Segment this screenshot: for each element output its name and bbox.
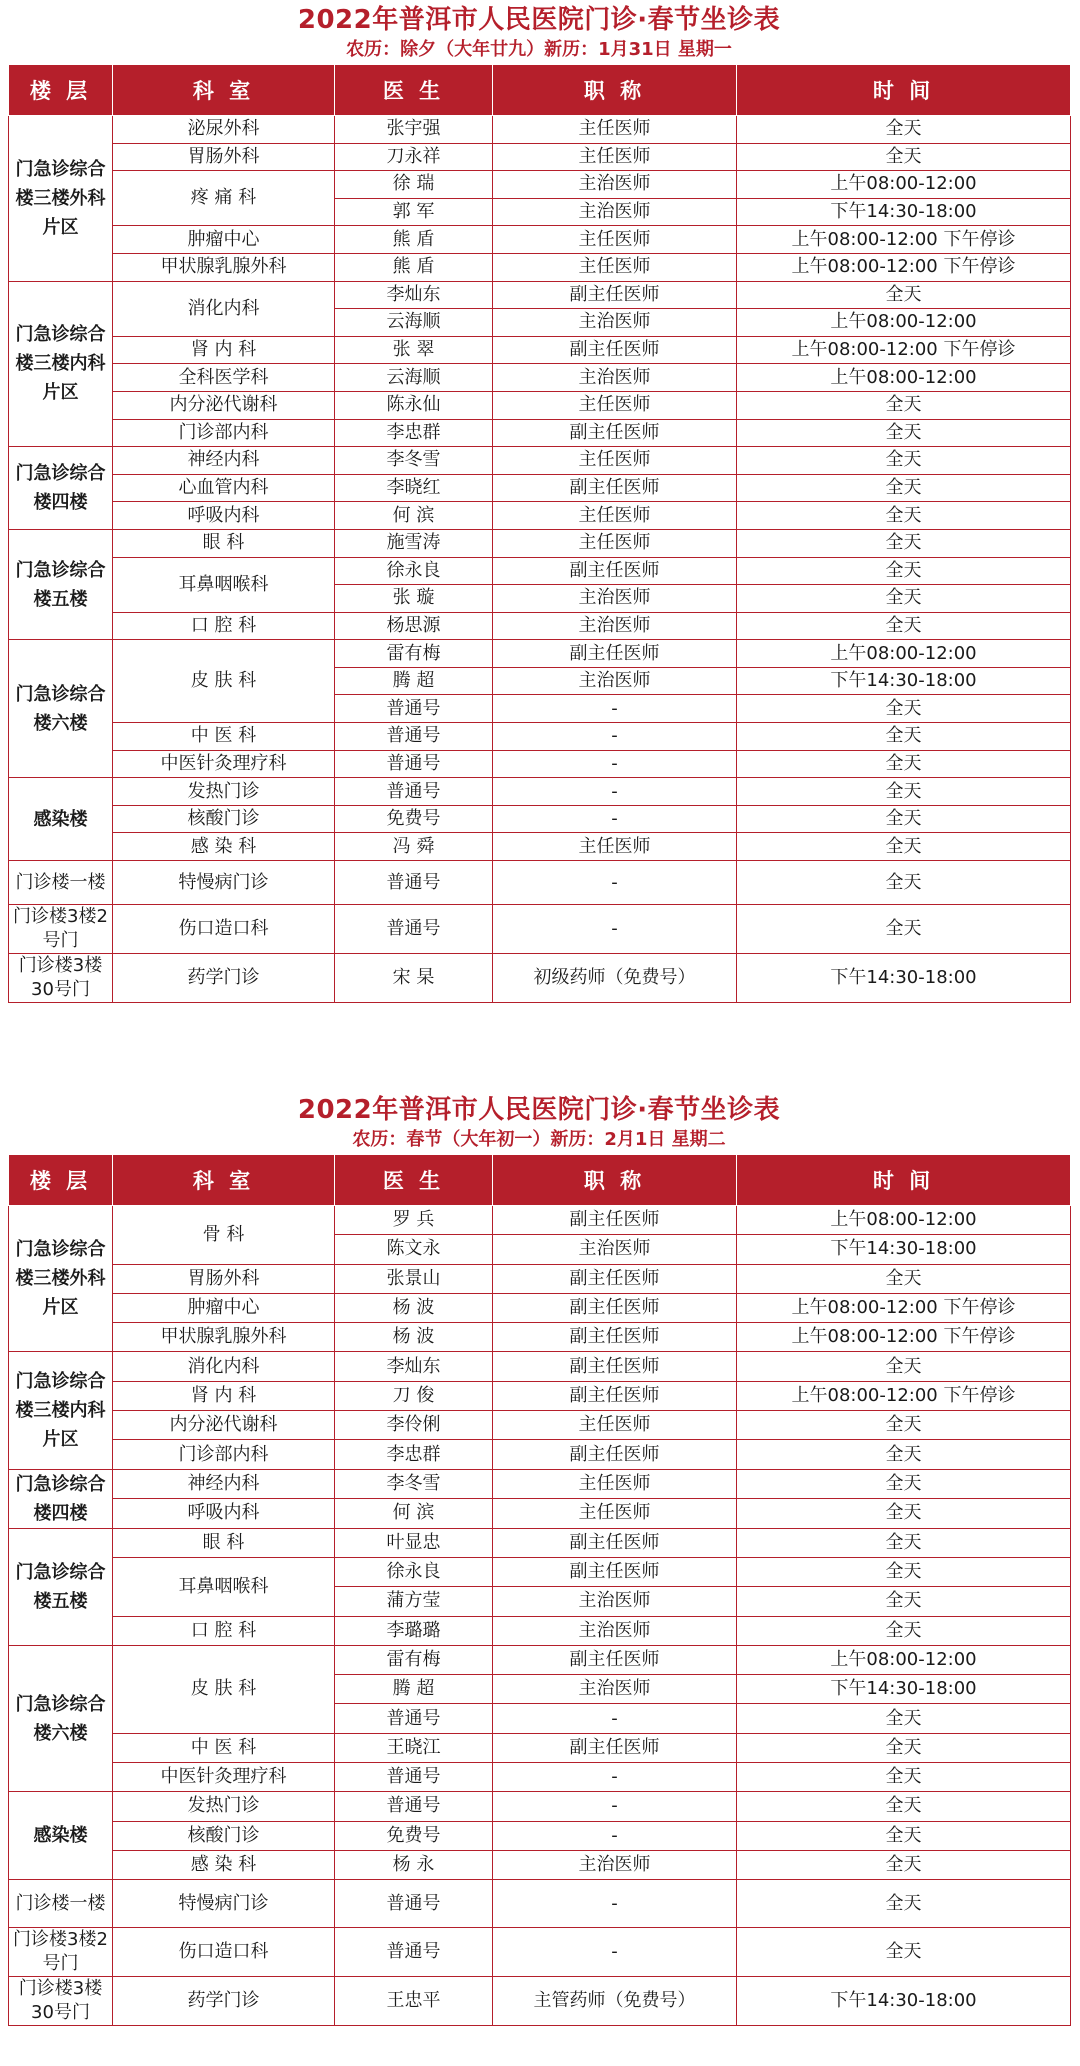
title-cell: 副主任医师: [493, 419, 737, 447]
time-cell: 全天: [737, 1411, 1071, 1440]
doctor-cell: 徐永良: [335, 557, 493, 585]
doctor-cell: 普通号: [335, 905, 493, 954]
table-row: [9, 1792, 1071, 1821]
time-cell: 全天: [737, 1440, 1071, 1469]
department-cell: 中医针灸理疗科: [113, 750, 335, 778]
doctor-cell: 杨 永: [335, 1850, 493, 1879]
floor-cell: 感染楼: [9, 1792, 113, 1880]
title-cell: 主治医师: [493, 1587, 737, 1616]
department-cell: 肾 内 科: [113, 336, 335, 364]
title-cell: -: [493, 1792, 737, 1821]
department-cell: 甲状腺乳腺外科: [113, 253, 335, 281]
title-cell: 主任医师: [493, 116, 737, 144]
department-cell: 肿瘤中心: [113, 226, 335, 254]
time-cell: 全天: [737, 1469, 1071, 1499]
doctor-cell: 腾 超: [335, 667, 493, 695]
time-cell: 全天: [737, 750, 1071, 778]
title-cell: 主任医师: [493, 391, 737, 419]
department-cell: 呼吸内科: [113, 502, 335, 530]
table-row: [9, 1411, 1071, 1440]
time-cell: 上午08:00-12:00: [737, 1206, 1071, 1235]
time-cell: 全天: [737, 1352, 1071, 1381]
table-row: [9, 1469, 1071, 1499]
title-cell: -: [493, 1704, 737, 1733]
time-cell: 全天: [737, 1499, 1071, 1529]
department-cell: 眼 科: [113, 1528, 335, 1557]
department-cell: 胃肠外科: [113, 1264, 335, 1293]
title-cell: 主治医师: [493, 667, 737, 695]
schedule-subtitle: 农历：除夕（大年廿九）新历：1月31日 星期一: [346, 39, 732, 60]
title-cell: 副主任医师: [493, 1293, 737, 1322]
time-cell: 下午14:30-18:00: [737, 1235, 1071, 1264]
floor-cell: 门诊楼3楼30号门: [9, 954, 113, 1003]
time-cell: 全天: [737, 447, 1071, 475]
time-cell: 全天: [737, 1733, 1071, 1762]
department-cell: 肾 内 科: [113, 1381, 335, 1410]
time-cell: 下午14:30-18:00: [737, 954, 1071, 1003]
title-cell: 主任医师: [493, 502, 737, 530]
time-cell: 上午08:00-12:00: [737, 1645, 1071, 1674]
title-cell: 副主任医师: [493, 1733, 737, 1762]
time-cell: 下午14:30-18:00: [737, 1675, 1071, 1704]
table-row: [9, 1821, 1071, 1850]
title-cell: 副主任医师: [493, 1264, 737, 1293]
department-cell: 口 腔 科: [113, 1616, 335, 1645]
floor-cell: 门急诊综合楼六楼: [9, 1645, 113, 1791]
table-row: [9, 1733, 1071, 1762]
department-cell: 皮 肤 科: [113, 640, 335, 723]
department-cell: 感 染 科: [113, 833, 335, 861]
department-cell: 中医针灸理疗科: [113, 1763, 335, 1792]
time-cell: 全天: [737, 833, 1071, 861]
header-department: 科 室: [113, 1155, 335, 1206]
department-cell: 口 腔 科: [113, 612, 335, 640]
department-cell: 耳鼻咽喉科: [113, 1557, 335, 1616]
table-row: [9, 281, 1071, 309]
department-cell: 感 染 科: [113, 1850, 335, 1879]
time-cell: 全天: [737, 1557, 1071, 1586]
time-cell: 全天: [737, 1704, 1071, 1733]
time-cell: 全天: [737, 1880, 1071, 1928]
time-cell: 全天: [737, 391, 1071, 419]
header-time: 时 间: [737, 65, 1071, 116]
department-cell: 药学门诊: [113, 954, 335, 1003]
floor-cell: 门急诊综合楼四楼: [9, 447, 113, 530]
table-row: [9, 1557, 1071, 1586]
doctor-cell: 徐永良: [335, 1557, 493, 1586]
department-cell: 疼 痛 科: [113, 171, 335, 226]
doctor-cell: 李晓红: [335, 474, 493, 502]
doctor-cell: 普通号: [335, 1792, 493, 1821]
table-row: [9, 750, 1071, 778]
title-cell: 主治医师: [493, 1675, 737, 1704]
table-row: [9, 954, 1071, 1003]
department-cell: 泌尿外科: [113, 116, 335, 144]
table-row: [9, 778, 1071, 806]
time-cell: 全天: [737, 585, 1071, 613]
doctor-cell: 杨 波: [335, 1293, 493, 1322]
time-cell: 全天: [737, 116, 1071, 144]
doctor-cell: 刀 俊: [335, 1381, 493, 1410]
table-row: [9, 1293, 1071, 1322]
doctor-cell: 普通号: [335, 695, 493, 723]
table-row: [9, 391, 1071, 419]
department-cell: 心血管内科: [113, 474, 335, 502]
schedule-table: [8, 1154, 1071, 2026]
department-cell: 内分泌代谢科: [113, 391, 335, 419]
schedule-section-1: [8, 4, 1070, 1003]
doctor-cell: 罗 兵: [335, 1206, 493, 1235]
title-cell: 副主任医师: [493, 1206, 737, 1235]
department-cell: 肿瘤中心: [113, 1293, 335, 1322]
doctor-cell: 杨 波: [335, 1323, 493, 1352]
title-cell: 副主任医师: [493, 557, 737, 585]
time-cell: 上午08:00-12:00: [737, 309, 1071, 337]
header-floor: 楼 层: [9, 65, 113, 116]
doctor-cell: 王忠平: [335, 1976, 493, 2025]
time-cell: 全天: [737, 695, 1071, 723]
doctor-cell: 腾 超: [335, 1675, 493, 1704]
title-cell: 副主任医师: [493, 474, 737, 502]
title-cell: 主任医师: [493, 833, 737, 861]
title-cell: 主治医师: [493, 198, 737, 226]
time-cell: 全天: [737, 1528, 1071, 1557]
table-row: [9, 364, 1071, 392]
floor-cell: 感染楼: [9, 778, 113, 861]
floor-cell: 门诊楼3楼2号门: [9, 905, 113, 954]
header-time: 时 间: [737, 1155, 1071, 1206]
doctor-cell: 刀永祥: [335, 143, 493, 171]
schedule-section-2: [8, 1094, 1070, 2026]
title-cell: 主任医师: [493, 529, 737, 557]
doctor-cell: 施雪涛: [335, 529, 493, 557]
department-cell: 耳鼻咽喉科: [113, 557, 335, 612]
doctor-cell: 徐 瑞: [335, 171, 493, 199]
title-cell: -: [493, 905, 737, 954]
table-row: [9, 1616, 1071, 1645]
time-cell: 全天: [737, 1792, 1071, 1821]
doctor-cell: 普通号: [335, 750, 493, 778]
doctor-cell: 何 滨: [335, 1499, 493, 1529]
title-cell: -: [493, 1763, 737, 1792]
time-cell: 全天: [737, 1264, 1071, 1293]
title-cell: -: [493, 723, 737, 751]
department-cell: 发热门诊: [113, 778, 335, 806]
doctor-cell: 张 翠: [335, 336, 493, 364]
header-doctor: 医 生: [335, 65, 493, 116]
table-row: [9, 805, 1071, 833]
title-cell: 副主任医师: [493, 1352, 737, 1381]
time-cell: 全天: [737, 281, 1071, 309]
doctor-cell: 李忠群: [335, 419, 493, 447]
table-row: [9, 143, 1071, 171]
time-cell: 下午14:30-18:00: [737, 667, 1071, 695]
floor-cell: 门急诊综合楼五楼: [9, 1528, 113, 1645]
header-department: 科 室: [113, 65, 335, 116]
doctor-cell: 张宇强: [335, 116, 493, 144]
department-cell: 核酸门诊: [113, 805, 335, 833]
title-cell: 主治医师: [493, 1850, 737, 1879]
doctor-cell: 陈永仙: [335, 391, 493, 419]
time-cell: 全天: [737, 1616, 1071, 1645]
title-cell: 主治医师: [493, 1235, 737, 1264]
floor-cell: 门急诊综合楼五楼: [9, 529, 113, 639]
time-cell: 上午08:00-12:00: [737, 364, 1071, 392]
time-cell: 全天: [737, 143, 1071, 171]
table-row: [9, 447, 1071, 475]
title-cell: 主治医师: [493, 171, 737, 199]
table-row: [9, 905, 1071, 954]
header-doctor: 医 生: [335, 1155, 493, 1206]
floor-cell: 门急诊综合楼三楼内科片区: [9, 1352, 113, 1469]
doctor-cell: 免费号: [335, 805, 493, 833]
time-cell: 全天: [737, 1587, 1071, 1616]
table-row: [9, 1763, 1071, 1792]
table-row: [9, 419, 1071, 447]
table-row: [9, 1880, 1071, 1928]
title-cell: 副主任医师: [493, 1645, 737, 1674]
table-row: [9, 1927, 1071, 1976]
table-row: [9, 1976, 1071, 2025]
table-row: [9, 1850, 1071, 1879]
floor-cell: 门急诊综合楼三楼外科片区: [9, 1206, 113, 1352]
doctor-cell: 云海顺: [335, 364, 493, 392]
doctor-cell: 李冬雪: [335, 447, 493, 475]
time-cell: 下午14:30-18:00: [737, 198, 1071, 226]
department-cell: 发热门诊: [113, 1792, 335, 1821]
doctor-cell: 冯 舜: [335, 833, 493, 861]
title-cell: 副主任医师: [493, 1440, 737, 1469]
department-cell: 皮 肤 科: [113, 1645, 335, 1733]
floor-cell: 门急诊综合楼三楼内科片区: [9, 281, 113, 447]
department-cell: 中 医 科: [113, 723, 335, 751]
table-row: [9, 1499, 1071, 1529]
doctor-cell: 李忠群: [335, 1440, 493, 1469]
department-cell: 药学门诊: [113, 1976, 335, 2025]
time-cell: 上午08:00-12:00 下午停诊: [737, 1381, 1071, 1410]
doctor-cell: 杨思源: [335, 612, 493, 640]
floor-cell: 门诊楼3楼2号门: [9, 1927, 113, 1976]
department-cell: 门诊部内科: [113, 1440, 335, 1469]
table-row: [9, 502, 1071, 530]
title-cell: 主任医师: [493, 143, 737, 171]
department-cell: 呼吸内科: [113, 1499, 335, 1529]
department-cell: 消化内科: [113, 1352, 335, 1381]
table-row: [9, 1352, 1071, 1381]
title-cell: 主任医师: [493, 1411, 737, 1440]
title-cell: 主治医师: [493, 1616, 737, 1645]
floor-cell: 门诊楼3楼30号门: [9, 1976, 113, 2025]
doctor-cell: 普通号: [335, 1927, 493, 1976]
doctor-cell: 叶显忠: [335, 1528, 493, 1557]
doctor-cell: 免费号: [335, 1821, 493, 1850]
time-cell: 上午08:00-12:00 下午停诊: [737, 336, 1071, 364]
table-row: [9, 253, 1071, 281]
time-cell: 全天: [737, 1821, 1071, 1850]
schedule-title: 2022年普洱市人民医院门诊·春节坐诊表: [297, 5, 781, 35]
department-cell: 眼 科: [113, 529, 335, 557]
table-row: [9, 116, 1071, 144]
time-cell: 上午08:00-12:00 下午停诊: [737, 226, 1071, 254]
doctor-cell: 李灿东: [335, 281, 493, 309]
schedule-subtitle: 农历：春节（大年初一）新历：2月1日 星期二: [352, 1129, 726, 1150]
time-cell: 全天: [737, 805, 1071, 833]
doctor-cell: 陈文永: [335, 1235, 493, 1264]
title-cell: 副主任医师: [493, 640, 737, 668]
title-cell: -: [493, 778, 737, 806]
title-cell: -: [493, 805, 737, 833]
schedule-title: 2022年普洱市人民医院门诊·春节坐诊表: [297, 1095, 781, 1125]
department-cell: 甲状腺乳腺外科: [113, 1323, 335, 1352]
time-cell: 上午08:00-12:00: [737, 171, 1071, 199]
doctor-cell: 雷有梅: [335, 640, 493, 668]
table-row: [9, 723, 1071, 751]
department-cell: 骨 科: [113, 1206, 335, 1265]
title-cell: 副主任医师: [493, 281, 737, 309]
department-cell: 神经内科: [113, 447, 335, 475]
time-cell: 全天: [737, 861, 1071, 905]
doctor-cell: 普通号: [335, 1704, 493, 1733]
title-cell: 副主任医师: [493, 1323, 737, 1352]
doctor-cell: 张景山: [335, 1264, 493, 1293]
table-row: [9, 171, 1071, 199]
title-cell: 主任医师: [493, 226, 737, 254]
table-row: [9, 336, 1071, 364]
department-cell: 核酸门诊: [113, 1821, 335, 1850]
title-cell: 主任医师: [493, 253, 737, 281]
time-cell: 上午08:00-12:00 下午停诊: [737, 1323, 1071, 1352]
header-title: 职 称: [493, 1155, 737, 1206]
doctor-cell: 宋 杲: [335, 954, 493, 1003]
time-cell: 下午14:30-18:00: [737, 1976, 1071, 2025]
title-cell: -: [493, 1880, 737, 1928]
table-row: [9, 861, 1071, 905]
table-row: [9, 1645, 1071, 1674]
title-cell: 副主任医师: [493, 1528, 737, 1557]
time-cell: 全天: [737, 419, 1071, 447]
floor-cell: 门急诊综合楼六楼: [9, 640, 113, 778]
department-cell: 特慢病门诊: [113, 861, 335, 905]
department-cell: 消化内科: [113, 281, 335, 336]
table-row: [9, 557, 1071, 585]
table-row: [9, 1528, 1071, 1557]
doctor-cell: 熊 盾: [335, 226, 493, 254]
title-cell: 初级药师（免费号）: [493, 954, 737, 1003]
title-cell: 主治医师: [493, 364, 737, 392]
time-cell: 上午08:00-12:00 下午停诊: [737, 1293, 1071, 1322]
department-cell: 全科医学科: [113, 364, 335, 392]
table-row: [9, 1440, 1071, 1469]
title-cell: -: [493, 1821, 737, 1850]
doctor-cell: 王晓江: [335, 1733, 493, 1762]
doctor-cell: 郭 军: [335, 198, 493, 226]
department-cell: 门诊部内科: [113, 419, 335, 447]
title-cell: 主治医师: [493, 585, 737, 613]
time-cell: 全天: [737, 905, 1071, 954]
title-cell: 副主任医师: [493, 1557, 737, 1586]
doctor-cell: 普通号: [335, 723, 493, 751]
time-cell: 全天: [737, 529, 1071, 557]
time-cell: 全天: [737, 474, 1071, 502]
schedule-table: [8, 64, 1071, 1003]
title-cell: -: [493, 695, 737, 723]
department-cell: 伤口造口科: [113, 905, 335, 954]
doctor-cell: 雷有梅: [335, 1645, 493, 1674]
doctor-cell: 普通号: [335, 1880, 493, 1928]
table-row: [9, 1264, 1071, 1293]
title-cell: 主管药师（免费号）: [493, 1976, 737, 2025]
table-row: [9, 640, 1071, 668]
time-cell: 上午08:00-12:00 下午停诊: [737, 253, 1071, 281]
time-cell: 上午08:00-12:00: [737, 640, 1071, 668]
floor-cell: 门急诊综合楼三楼外科片区: [9, 116, 113, 282]
department-cell: 神经内科: [113, 1469, 335, 1499]
department-cell: 特慢病门诊: [113, 1880, 335, 1928]
time-cell: 全天: [737, 1763, 1071, 1792]
title-cell: 主治医师: [493, 612, 737, 640]
doctor-cell: 张 璇: [335, 585, 493, 613]
time-cell: 全天: [737, 1927, 1071, 1976]
table-row: [9, 833, 1071, 861]
time-cell: 全天: [737, 557, 1071, 585]
doctor-cell: 蒲方莹: [335, 1587, 493, 1616]
doctor-cell: 李璐璐: [335, 1616, 493, 1645]
department-cell: 内分泌代谢科: [113, 1411, 335, 1440]
title-cell: -: [493, 750, 737, 778]
department-cell: 胃肠外科: [113, 143, 335, 171]
title-cell: -: [493, 1927, 737, 1976]
title-cell: 副主任医师: [493, 1381, 737, 1410]
floor-cell: 门诊楼一楼: [9, 861, 113, 905]
time-cell: 全天: [737, 1850, 1071, 1879]
header-floor: 楼 层: [9, 1155, 113, 1206]
time-cell: 全天: [737, 612, 1071, 640]
title-cell: -: [493, 861, 737, 905]
doctor-cell: 李灿东: [335, 1352, 493, 1381]
doctor-cell: 李冬雪: [335, 1469, 493, 1499]
table-row: [9, 1206, 1071, 1235]
doctor-cell: 熊 盾: [335, 253, 493, 281]
doctor-cell: 普通号: [335, 861, 493, 905]
table-row: [9, 612, 1071, 640]
floor-cell: 门诊楼一楼: [9, 1880, 113, 1928]
doctor-cell: 李伶俐: [335, 1411, 493, 1440]
time-cell: 全天: [737, 502, 1071, 530]
title-cell: 主任医师: [493, 1469, 737, 1499]
title-cell: 副主任医师: [493, 336, 737, 364]
table-row: [9, 1381, 1071, 1410]
title-cell: 主任医师: [493, 447, 737, 475]
title-cell: 主治医师: [493, 309, 737, 337]
time-cell: 全天: [737, 778, 1071, 806]
doctor-cell: 何 滨: [335, 502, 493, 530]
table-row: [9, 529, 1071, 557]
table-row: [9, 226, 1071, 254]
doctor-cell: 普通号: [335, 778, 493, 806]
header-title: 职 称: [493, 65, 737, 116]
table-row: [9, 1323, 1071, 1352]
title-cell: 主任医师: [493, 1499, 737, 1529]
doctor-cell: 普通号: [335, 1763, 493, 1792]
table-row: [9, 474, 1071, 502]
floor-cell: 门急诊综合楼四楼: [9, 1469, 113, 1528]
department-cell: 中 医 科: [113, 1733, 335, 1762]
department-cell: 伤口造口科: [113, 1927, 335, 1976]
doctor-cell: 云海顺: [335, 309, 493, 337]
time-cell: 全天: [737, 723, 1071, 751]
